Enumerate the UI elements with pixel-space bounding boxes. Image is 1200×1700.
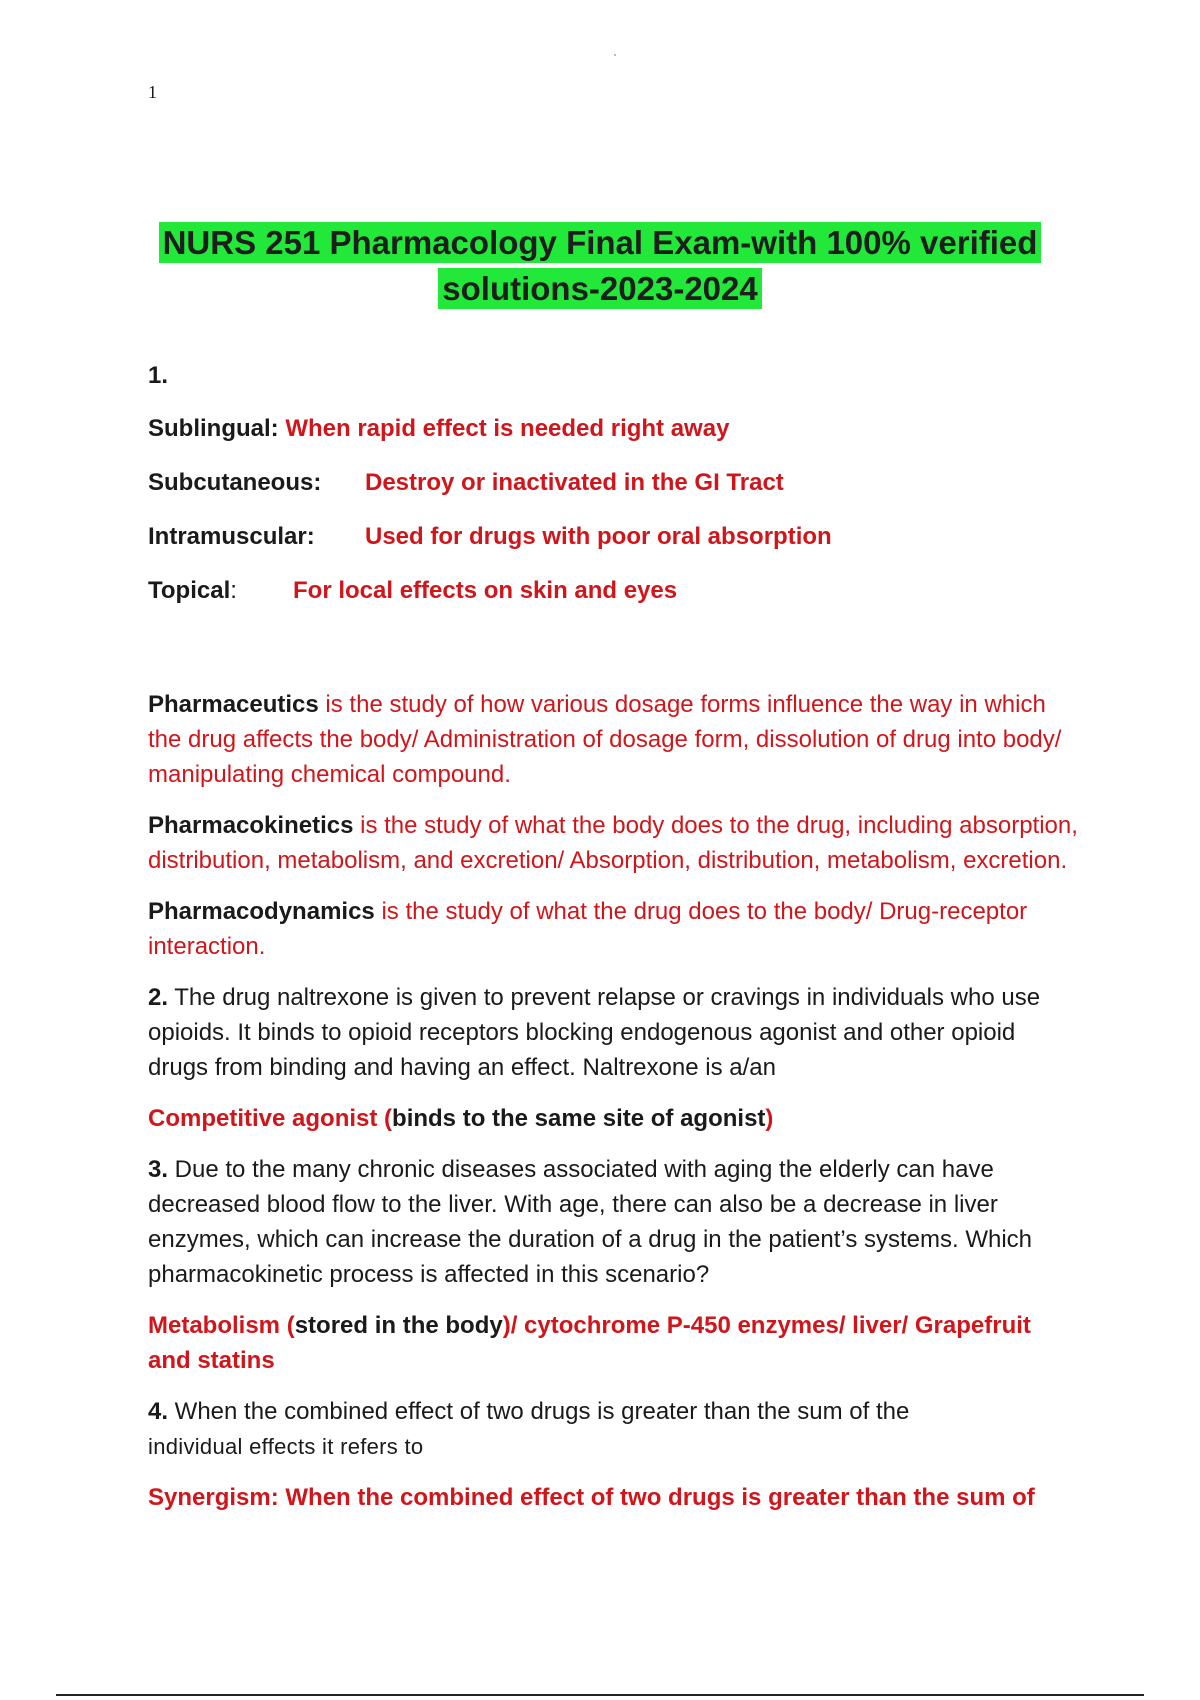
definition-pharmacodynamics bbox=[148, 894, 1078, 964]
route-answer: For local effects on skin and eyes bbox=[293, 577, 678, 604]
definition-term: Pharmacodynamics bbox=[148, 898, 375, 925]
question-text: Due to the many chronic diseases associated with aging the elderly can have decreased blood flow to the liver. With age, there can also be a decrease in liver enzymes, which can increase the duration of a drug in the patient’s systems. Which pharmacokinetic process is affected in this scenario? bbox=[148, 1156, 1033, 1288]
question-1-number: 1. bbox=[148, 362, 169, 389]
route-subcutaneous bbox=[148, 465, 1078, 500]
route-intramuscular bbox=[148, 519, 1078, 554]
definition-text: is the study of what the drug does to the body/ Drug-receptor interaction. bbox=[148, 898, 1028, 960]
route-label: Subcutaneous: bbox=[148, 469, 322, 496]
definition-term: Pharmaceutics bbox=[148, 691, 319, 718]
answer-text: Competitive agonist ( bbox=[148, 1105, 393, 1132]
route-label: Intramuscular: bbox=[148, 523, 315, 550]
definition-text: is the study of how various dosage forms influence the way in which the drug affects the body/ Administration of dosage form, dissolution of drug into body/ manipulating chemical compound. bbox=[148, 691, 1062, 788]
route-answer: Used for drugs with poor oral absorption bbox=[365, 523, 832, 550]
question-3 bbox=[148, 1152, 1078, 1292]
route-answer: Destroy or inactivated in the GI Tract bbox=[365, 469, 784, 496]
answer-text-end: ) bbox=[765, 1105, 774, 1132]
definition-text: is the study of what the body does to the drug, including absorption, distribution, metabolism, and excretion/ Absorption, distribution, metabolism, excretion. bbox=[148, 812, 1078, 874]
scan-speck bbox=[614, 54, 616, 56]
title-line-1: NURS 251 Pharmacology Final Exam-with 100% verified bbox=[159, 222, 1042, 263]
answer-3 bbox=[148, 1308, 1078, 1378]
question-number: 4. bbox=[148, 1398, 169, 1425]
route-answer: When rapid effect is needed right away bbox=[285, 415, 730, 442]
answer-text-end: )/ cytochrome P-450 enzymes/ liver/ Grapefruit and statins bbox=[148, 1312, 1031, 1374]
page-number: 1 bbox=[148, 82, 157, 102]
answer-note: stored in the body bbox=[294, 1312, 503, 1339]
route-label: Sublingual: bbox=[148, 415, 279, 442]
route-sublingual bbox=[148, 411, 1078, 446]
route-label bbox=[148, 573, 293, 608]
title-line-2: solutions-2023-2024 bbox=[438, 268, 761, 309]
definition-pharmacokinetics bbox=[148, 808, 1078, 878]
page-title bbox=[0, 220, 1200, 312]
question-text-continued: individual effects it refers to bbox=[148, 1434, 424, 1459]
route-topical bbox=[148, 573, 1078, 608]
question-number: 2. bbox=[148, 984, 169, 1011]
question-2 bbox=[148, 980, 1078, 1085]
route-label-colon: : bbox=[230, 577, 237, 604]
answer-note: binds to the same site of agonist bbox=[392, 1105, 766, 1132]
answer-text: Metabolism ( bbox=[148, 1312, 295, 1339]
answer-2 bbox=[148, 1101, 1078, 1136]
route-label-text: Topical bbox=[148, 577, 231, 604]
definition-term: Pharmacokinetics bbox=[148, 812, 354, 839]
document-body bbox=[148, 358, 1078, 1531]
question-text: When the combined effect of two drugs is greater than the sum of the bbox=[168, 1398, 910, 1425]
question-4 bbox=[148, 1394, 1078, 1464]
definition-pharmaceutics bbox=[148, 687, 1078, 792]
question-number: 3. bbox=[148, 1156, 169, 1183]
page-bottom-rule bbox=[56, 1694, 1144, 1696]
question-text: The drug naltrexone is given to prevent relapse or cravings in individuals who use opioids. It binds to opioid receptors blocking endogenous agonist and other opioid drugs from binding and having an effect. Naltrexone is a/an bbox=[148, 984, 1041, 1081]
answer-4: Synergism: When the combined effect of two drugs is greater than the sum of bbox=[148, 1484, 1035, 1511]
